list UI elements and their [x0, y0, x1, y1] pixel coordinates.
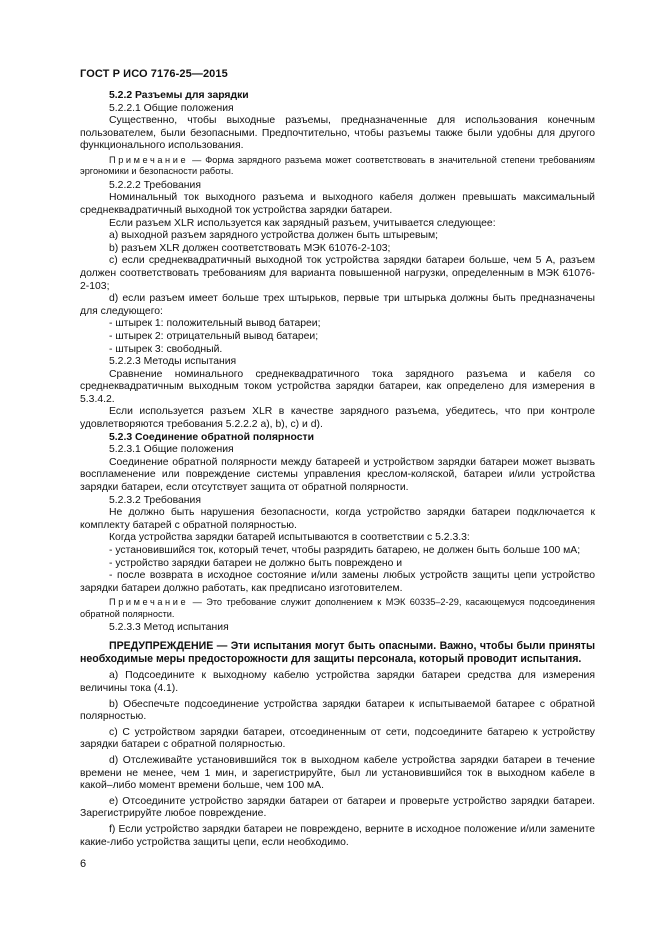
- list-item: - штырек 1: положительный вывод батареи;: [109, 318, 321, 330]
- note-label: Примечание: [109, 597, 189, 608]
- note-2: [80, 597, 595, 620]
- note-label: Примечание: [109, 154, 189, 165]
- section-5-2-3-3-title: 5.2.3.3 Метод испытания: [109, 622, 229, 634]
- test-step-a: a) Подсоедините к выходному кабелю устройства зарядки батареи средства для измерения величины тока (4.1).: [80, 670, 595, 694]
- list-item: - штырек 2: отрицательный вывод батареи;: [109, 330, 319, 342]
- section-5-2-3-title: 5.2.3 Соединение обратной полярности: [109, 431, 314, 443]
- section-5-2-3-1-title: 5.2.3.1 Общие положения: [109, 444, 234, 456]
- note-text: — Форма зарядного разъема может соответствовать в значительной степени требованиям эргономики и безопасности работы.: [80, 154, 595, 177]
- paragraph: Номинальный ток выходного разъема и выходного кабеля должен превышать максимальный среднеквадратичный выходной ток устройства зарядки батареи.: [80, 192, 595, 216]
- list-item: b) разъем XLR должен соответствовать МЭК 61076-2-103;: [109, 242, 391, 254]
- list-item: - после возврата в исходное состояние и/или замены любых устройств защиты цепи устройство зарядки батареи должно работать, как предписано изготовителем.: [80, 570, 595, 594]
- test-step-f: f) Если устройство зарядки батареи не повреждено, верните в исходное положение и/или замените какие-либо устройства защиты цепи, если необходимо.: [80, 823, 595, 848]
- note-text: — Это требование служит дополнением к МЭК 60335–2-29, касающемуся подсоединения обратной полярности.: [80, 597, 595, 619]
- paragraph: Не должно быть нарушения безопасности, когда устройство зарядки батареи подключается к комплекту батарей с обратной полярностью.: [80, 507, 595, 531]
- section-5-2-2-3-title: 5.2.2.3 Методы испытания: [109, 356, 237, 368]
- paragraph: Если используется разъем XLR в качестве зарядного разъема, убедитесь, что при контроле удовлетворяются требования 5.2.2.2 а), b), c) и d).: [80, 406, 595, 431]
- paragraph: Соединение обратной полярности между батареей и устройством зарядки батареи может вызвать воспламенение или повреждение системы управления креслом-коляской, батареи и/или устройства зарядки батареи, если отсутствует защита от обратной полярности.: [80, 456, 595, 494]
- list-item: - устройство зарядки батареи не должно быть повреждено и: [109, 557, 403, 569]
- test-step-d: d) Отслеживайте установившийся ток в выходном кабеле устройства зарядки батареи в течение времени не менее, чем 1 мин, и зарегистрируйте, был ли установившийся ток в выходном кабеле в какой–либо момент времени больше, чем 100 мА.: [80, 754, 595, 792]
- paragraph: Если разъем XLR используется как зарядный разъем, учитывается следующее:: [109, 217, 496, 229]
- test-step-c: c) С устройством зарядки батареи, отсоединенным от сети, подсоедините батарею к устройству зарядки батареи с обратной полярностью.: [80, 726, 595, 751]
- note-1: [80, 155, 595, 178]
- test-step-b: b) Обеспечьте подсоединение устройства зарядки батареи к испытываемой батарее с обратной полярностью.: [80, 698, 595, 723]
- list-item: a) выходной разъем зарядного устройства должен быть штыревым;: [109, 230, 438, 242]
- list-item: c) если среднеквадратичный выходной ток устройства зарядки батареи больше, чем 5 А, разъем должен соответствовать требованиям для варианта повышенной нагрузки, определенным в МЭК 61076-2-103;: [80, 255, 595, 292]
- test-step-e: e) Отсоедините устройство зарядки батареи от батареи и проверьте устройство зарядки батареи. Зарегистрируйте любое повреждение.: [80, 795, 595, 820]
- section-5-2-2-2-title: 5.2.2.2 Требования: [109, 179, 201, 191]
- section-5-2-2-title: 5.2.2 Разъемы для зарядки: [109, 90, 249, 101]
- section-5-2-3-2-title: 5.2.3.2 Требования: [109, 494, 201, 506]
- warning-paragraph: ПРЕДУПРЕЖДЕНИЕ — Эти испытания могут быть опасными. Важно, чтобы были приняты необходимые меры предосторожности для защиты персонала, который проводит испытания.: [80, 639, 595, 665]
- list-item: d) если разъем имеет больше трех штырьков, первые три штырька должны быть предназначены для следующего:: [80, 293, 595, 317]
- page-number: 6: [80, 858, 87, 870]
- paragraph: Существенно, чтобы выходные разъемы, предназначенные для использования конечным пользователем, были безопасными. Предпочтительно, чтобы разъемы также были удобны для другого функционального использования.: [80, 115, 595, 152]
- list-item: - штырек 3: свободный.: [109, 343, 223, 355]
- section-5-2-2-1-title: 5.2.2.1 Общие положения: [109, 102, 234, 114]
- paragraph: Сравнение номинального среднеквадратичного тока зарядного разъема и кабеля со среднеквадратичным выходным током устройства зарядки батареи, как определено для измерения в 5.3.4.2.: [80, 368, 595, 405]
- paragraph: Когда устройства зарядки батарей испытываются в соответствии с 5.2.3.3:: [109, 532, 470, 544]
- page-content: [80, 90, 595, 849]
- document-header: ГОСТ Р ИСО 7176-25—2015: [80, 68, 228, 80]
- list-item: - установившийся ток, который течет, чтобы разрядить батарею, не должен быть больше 100 мА;: [109, 545, 581, 556]
